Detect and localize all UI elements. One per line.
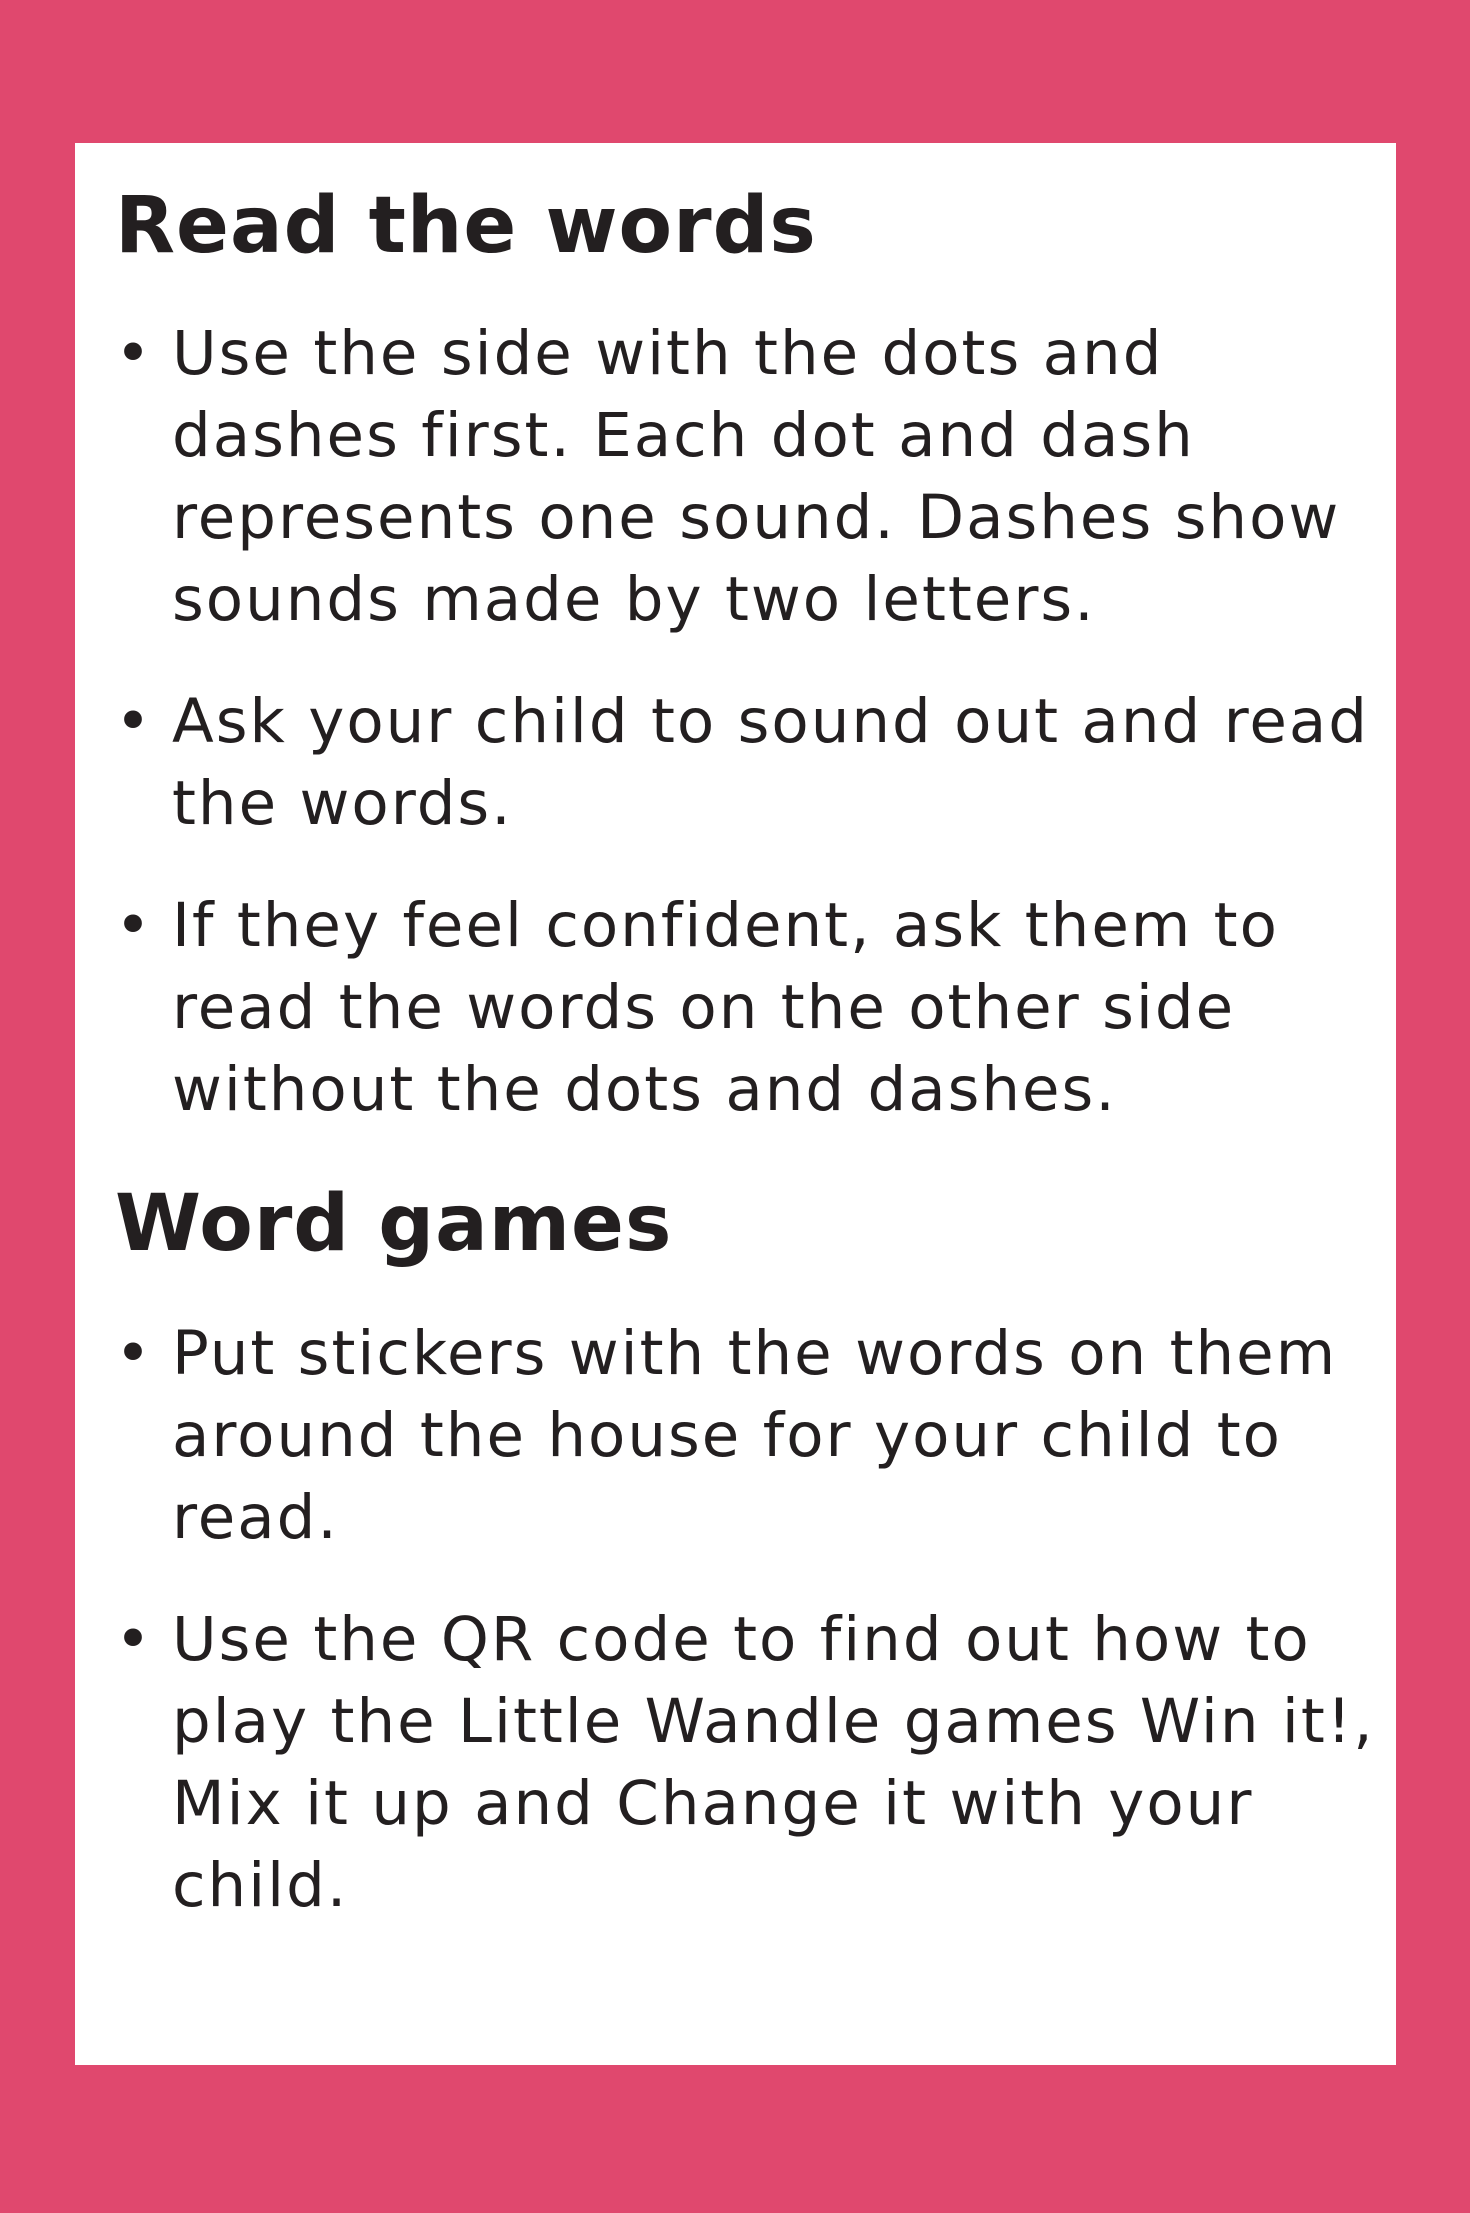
- list-item-text: Use the side with the dots and dashes first. Each dot and dash represents one sound. Dashes show sounds made by two letters.: [172, 318, 1341, 635]
- bullet-icon: [115, 885, 172, 967]
- list-item-text: Ask your child to sound out and read the words.: [172, 686, 1369, 839]
- bullet-icon: [115, 313, 172, 395]
- list-item-text: If they feel confident, ask them to read the words on the other side without the dots and dashes.: [172, 890, 1279, 1125]
- list-item: [115, 313, 1375, 641]
- list-item-text: Put stickers with the words on them around the house for your child to read.: [172, 1318, 1338, 1553]
- list-item: [115, 681, 1375, 845]
- bullet-icon: [115, 1313, 172, 1395]
- section-heading-word-games: Word games: [115, 1179, 673, 1269]
- word-games-list: [115, 1313, 1375, 1927]
- list-item: [115, 1599, 1375, 1927]
- list-item: [115, 885, 1375, 1131]
- read-the-words-list: [115, 313, 1375, 1131]
- bullet-icon: [115, 1599, 172, 1681]
- list-item-text: Use the QR code to find out how to play the Little Wandle games Win it!, Mix it up and Change it with your child.: [172, 1604, 1375, 1921]
- section-heading-read-the-words: Read the words: [115, 181, 817, 271]
- bullet-icon: [115, 681, 172, 763]
- list-item: [115, 1313, 1375, 1559]
- instruction-card: [75, 143, 1396, 2065]
